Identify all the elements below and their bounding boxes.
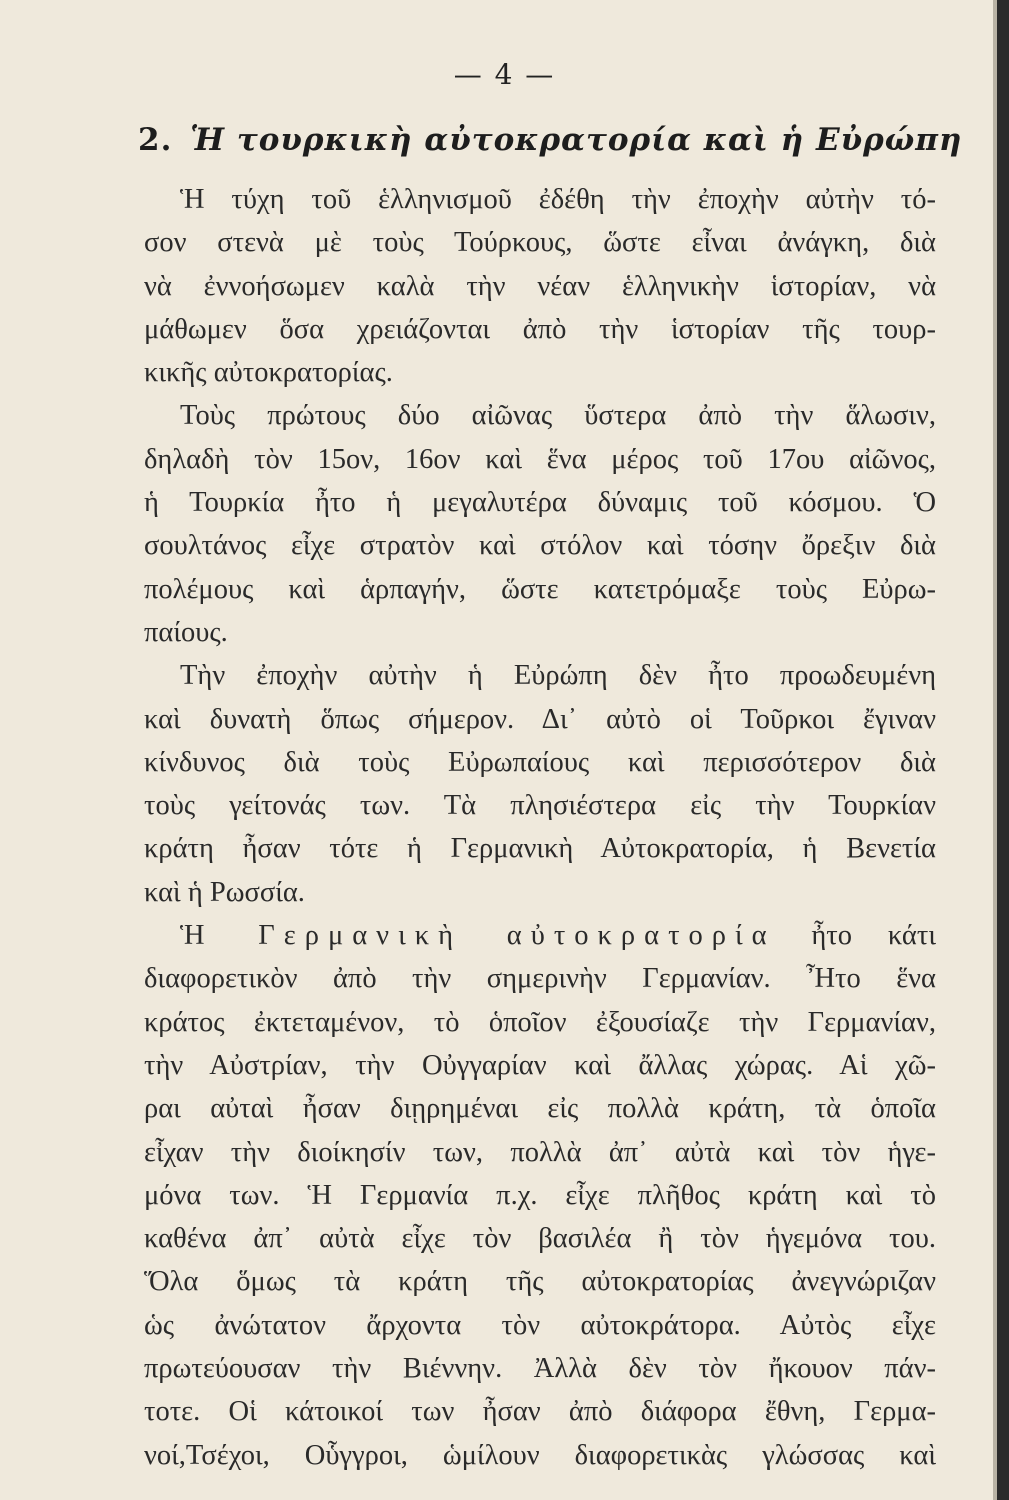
text-line: ὡς ἀνώτατον ἄρχοντα τὸν αὐτοκράτορα. Αὐτὸς εἶχε: [144, 1309, 936, 1341]
text-fragment: ἦτο κάτι: [811, 920, 936, 952]
text-line: Τὴν ἐποχὴν αὐτὴν ἡ Εὐρώπη δὲν ἦτο προωδευμένη: [180, 660, 936, 692]
text-line: μόνα των. Ἡ Γερμανία π.χ. εἶχε πλῆθος κράτη καὶ τὸ: [144, 1179, 936, 1211]
spaced-emphasis: Ἡ Γερμανικὴ αὐτοκρατορία: [180, 920, 776, 952]
body-text: [144, 178, 936, 1477]
text-line: Τοὺς πρώτους δύο αἰῶνας ὕστερα ἀπὸ τὴν ἅλωσιν,: [180, 400, 936, 432]
text-line: [144, 914, 936, 957]
text-line: δηλαδὴ τὸν 15ον, 16ον καὶ ἕνα μέρος τοῦ 17ου αἰῶνος,: [144, 443, 936, 475]
text-line: πολέμους καὶ ἁρπαγήν, ὥστε κατετρόμαξε τοὺς Εὐρω-: [144, 573, 936, 605]
text-line: κράτη ἦσαν τότε ἡ Γερμανικὴ Αὐτοκρατορία, ἡ Βενετία: [144, 833, 936, 865]
paragraph-1: [144, 178, 936, 394]
paragraph-4: [144, 914, 936, 1477]
text-line: τὴν Αὐστρίαν, τὴν Οὐγγαρίαν καὶ ἄλλας χώρας. Αἱ χῶ-: [144, 1049, 936, 1081]
text-line: καὶ δυνατὴ ὅπως σήμερον. Δι᾽ αὐτὸ οἱ Τοῦρκοι ἔγιναν: [144, 703, 936, 735]
page-number: — 4 —: [453, 58, 556, 91]
section-title: Ἡ τουρκικὴ αὐτοκρατορία καὶ ἡ Εὐρώπη: [190, 122, 963, 158]
text-line: σον στενὰ μὲ τοὺς Τούρκους, ὥστε εἶναι ἀνάγκη, διὰ: [144, 227, 936, 259]
text-line: νὰ ἐννοήσωμεν καλὰ τὴν νέαν ἑλληνικὴν ἱστορίαν, νὰ: [144, 270, 936, 302]
text-line: τοτε. Οἱ κάτοικοί των ἦσαν ἀπὸ διάφορα ἔθνη, Γερμα-: [144, 1396, 936, 1428]
text-line: Ἡ τύχη τοῦ ἑλληνισμοῦ ἐδέθη τὴν ἐποχὴν αὐτὴν τό-: [180, 184, 936, 215]
text-line: καθένα ἀπ᾽ αὐτὰ εἶχε τὸν βασιλέα ἢ τὸν ἡγεμόνα του.: [144, 1223, 936, 1255]
paragraph-2: [144, 394, 936, 654]
text-line: κράτος ἐκτεταμένον, τὸ ὁποῖον ἐξουσίαζε τὴν Γερμανίαν,: [144, 1006, 936, 1038]
section-heading: [138, 122, 968, 158]
text-line: Ὅλα ὅμως τὰ κράτη τῆς αὐτοκρατορίας ἀνεγνώριζαν: [144, 1266, 936, 1298]
section-number: 2.: [138, 122, 173, 158]
text-line: πρωτεύουσαν τὴν Βιέννην. Ἀλλὰ δὲν τὸν ἤκουον πάν-: [144, 1353, 936, 1385]
text-line: νοί,Τσέχοι, Οὗγγροι, ὡμίλουν διαφορετικὰς γλώσσας καὶ: [144, 1439, 936, 1471]
text-line: κικῆς αὐτοκρατορίας.: [144, 357, 393, 389]
text-line: διαφορετικὸν ἀπὸ τὴν σημερινὴν Γερμανίαν. Ἦτο ἕνα: [144, 963, 936, 995]
text-line: κίνδυνος διὰ τοὺς Εὐρωπαίους καὶ περισσότερον διὰ: [144, 746, 936, 778]
text-line: σουλτάνος εἶχε στρατὸν καὶ στόλον καὶ τόσην ὄρεξιν διὰ: [144, 530, 936, 562]
text-line: μάθωμεν ὅσα χρειάζονται ἀπὸ τὴν ἱστορίαν τῆς τουρ-: [144, 313, 936, 345]
text-line: ραι αὐταὶ ἦσαν διῃρημέναι εἰς πολλὰ κράτη, τὰ ὁποῖα: [144, 1093, 936, 1125]
text-line: εἶχαν τὴν διοίκησίν των, πολλὰ ἀπ᾽ αὐτὰ καὶ τὸν ἡγε-: [144, 1136, 936, 1168]
text-line: τοὺς γείτονάς των. Τὰ πλησιέστερα εἰς τὴν Τουρκίαν: [144, 790, 936, 822]
paragraph-3: [144, 654, 936, 914]
text-line: ἡ Τουρκία ἦτο ἡ μεγαλυτέρα δύναμις τοῦ κόσμου. Ὁ: [144, 487, 936, 519]
page-edge: [997, 0, 1009, 1500]
text-line: καὶ ἡ Ρωσσία.: [144, 876, 305, 908]
text-line: παίους.: [144, 616, 228, 648]
